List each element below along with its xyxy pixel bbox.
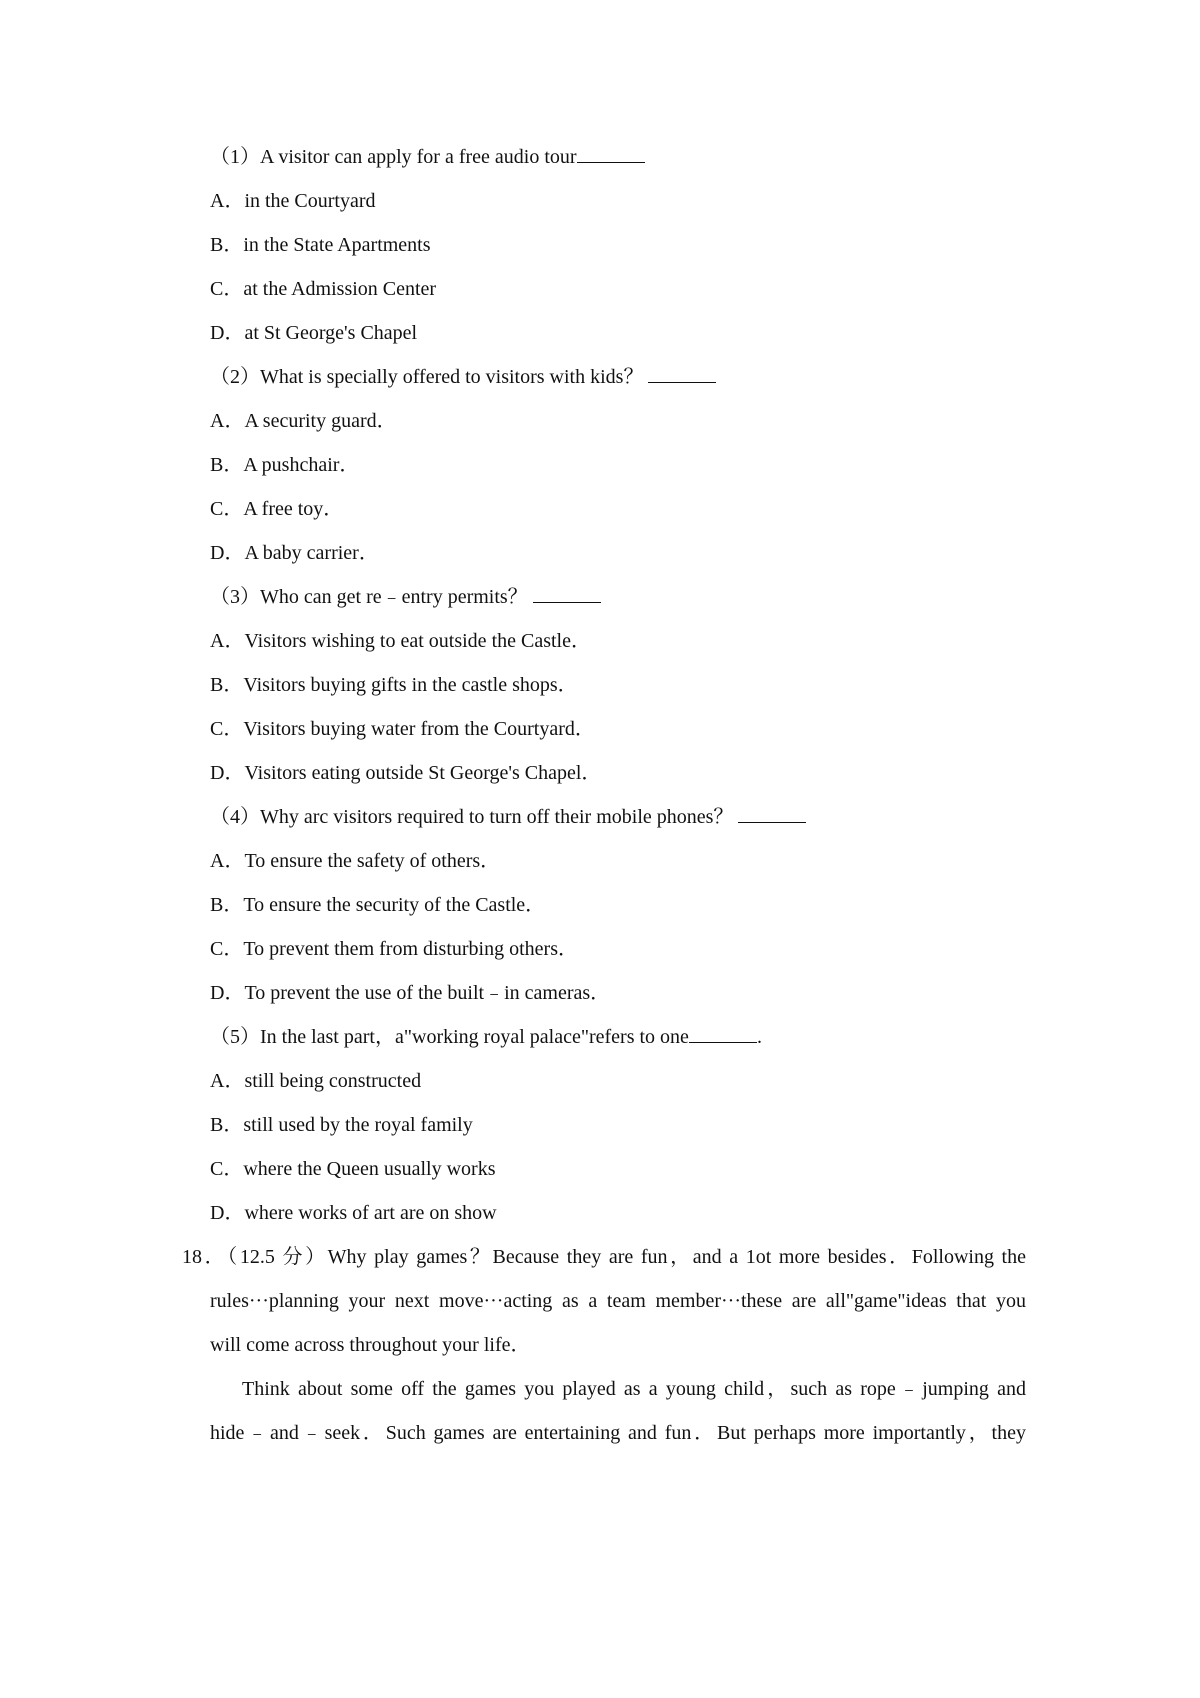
answer-blank [648,364,716,383]
passage-line: rules···planning your next move···acting as a team member···these are all"game"ideas that you [210,1290,1026,1312]
question-2-option-b: B．A pushchair． [210,454,360,476]
question-4-option-d: D．To prevent the use of the built﹣in cameras． [210,982,611,1004]
passage-line: Think about some off the games you played as a young child，such as rope﹣jumping and [242,1378,1026,1400]
passage-line: 18．（12.5 分）Why play games？Because they are fun，and a 1ot more besides．Following the [182,1246,1026,1268]
question-2-option-c: C．A free toy． [210,498,344,520]
question-3-option-d: D．Visitors eating outside St George's Chapel． [210,762,602,784]
question-3-stem: （3）Who can get re﹣entry permits？ [210,584,601,610]
question-2-stem: （2）What is specially offered to visitors with kids？ [210,364,716,390]
question-1-stem: （1）A visitor can apply for a free audio tour [210,144,645,170]
question-5-option-d: D．where works of art are on show [210,1202,497,1224]
question-4-option-a: A．To ensure the safety of others． [210,850,501,872]
question-2-option-a: A．A security guard． [210,410,397,432]
answer-blank [689,1024,757,1043]
question-5-option-a: A．still being constructed [210,1070,422,1092]
question-4-stem: （4）Why arc visitors required to turn off their mobile phones？ [210,804,806,830]
answer-blank [533,584,601,603]
question-1-option-b: B．in the State Apartments [210,234,431,256]
question-2-option-d: D．A baby carrier． [210,542,379,564]
question-3-option-b: B．Visitors buying gifts in the castle shops． [210,674,578,696]
passage-line: will come across throughout your life． [210,1334,531,1356]
question-3-option-a: A．Visitors wishing to eat outside the Castle． [210,630,591,652]
question-1-option-d: D．at St George's Chapel [210,322,418,344]
passage-line: hide﹣and﹣seek．Such games are entertaining and fun．But perhaps more importantly，they [210,1422,1026,1444]
question-5-stem: （5）In the last part，a"working royal palace"refers to one . [210,1026,762,1048]
answer-blank [577,144,645,163]
question-4-option-c: C．To prevent them from disturbing others． [210,938,578,960]
question-3-option-c: C．Visitors buying water from the Courtyard． [210,718,595,740]
question-1-option-c: C．at the Admission Center [210,278,437,300]
question-5-option-c: C．where the Queen usually works [210,1158,496,1180]
question-5-option-b: B．still used by the royal family [210,1114,473,1136]
question-4-option-b: B．To ensure the security of the Castle． [210,894,546,916]
answer-blank [738,804,806,823]
question-1-option-a: A．in the Courtyard [210,190,376,212]
